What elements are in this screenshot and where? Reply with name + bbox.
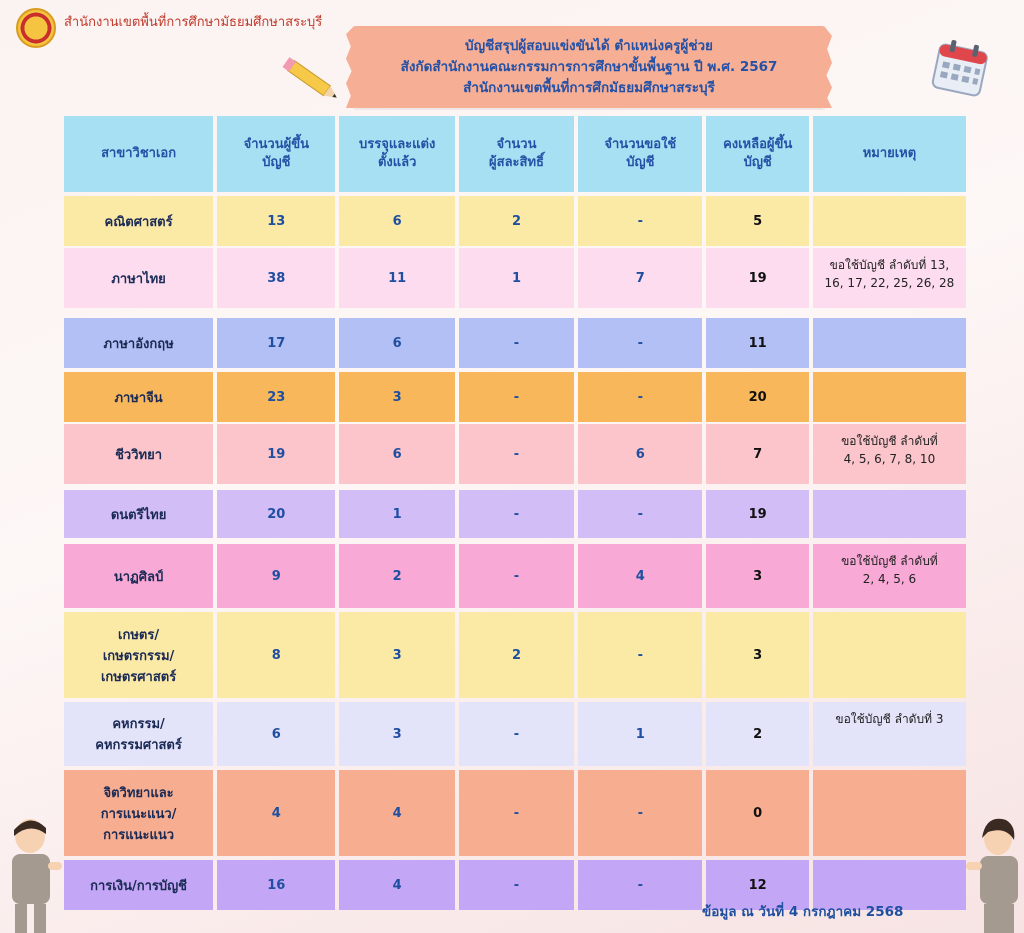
cell-listed: 23 <box>217 372 335 422</box>
cell-requested: 1 <box>578 702 702 766</box>
teacher-man-illustration <box>0 812 64 933</box>
teacher-woman-illustration <box>966 812 1024 933</box>
cell-subject: คหกรรม/ คหกรรมศาสตร์ <box>64 702 213 766</box>
table-row <box>64 248 966 308</box>
cell-appointed: 6 <box>339 318 454 368</box>
cell-note <box>813 612 966 698</box>
table-row <box>64 318 966 368</box>
cell-note <box>813 196 966 246</box>
cell-requested: - <box>578 196 702 246</box>
table-row <box>64 702 966 766</box>
cell-appointed: 3 <box>339 612 454 698</box>
cell-note <box>813 490 966 538</box>
cell-requested: - <box>578 318 702 368</box>
cell-note <box>813 770 966 856</box>
cell-requested: - <box>578 860 702 910</box>
cell-remaining: 12 <box>706 860 808 910</box>
cell-appointed: 11 <box>339 248 454 308</box>
cell-waived: - <box>459 702 574 766</box>
cell-remaining: 2 <box>706 702 808 766</box>
cell-appointed: 6 <box>339 424 454 484</box>
cell-remaining: 0 <box>706 770 808 856</box>
title-line-1: บัญชีสรุปผู้สอบแข่งขันได้ ตำแหน่งครูผู้ช่วย <box>465 37 713 54</box>
cell-waived: - <box>459 490 574 538</box>
cell-remaining: 5 <box>706 196 808 246</box>
cell-requested: 4 <box>578 544 702 608</box>
cell-subject: ภาษาไทย <box>64 248 213 308</box>
header-subject: สาขาวิชาเอก <box>64 116 213 192</box>
cell-waived: - <box>459 860 574 910</box>
table-row <box>64 372 966 422</box>
cell-waived: - <box>459 544 574 608</box>
header-listed: จำนวนผู้ขึ้น บัญชี <box>217 116 335 192</box>
table-row <box>64 612 966 698</box>
cell-subject: เกษตร/ เกษตรกรรม/ เกษตรศาสตร์ <box>64 612 213 698</box>
header-waived: จำนวน ผู้สละสิทธิ์ <box>459 116 574 192</box>
org-name: สำนักงานเขตพื้นที่การศึกษามัธยมศึกษาสระบุรี <box>64 14 323 30</box>
cell-listed: 20 <box>217 490 335 538</box>
cell-remaining: 3 <box>706 544 808 608</box>
cell-requested: - <box>578 770 702 856</box>
cell-remaining: 7 <box>706 424 808 484</box>
cell-listed: 8 <box>217 612 335 698</box>
pencil-icon <box>278 56 348 106</box>
cell-remaining: 19 <box>706 490 808 538</box>
cell-listed: 6 <box>217 702 335 766</box>
title-line-3: สำนักงานเขตพื้นที่การศึกมัธยมศึกษาสระบุรี <box>463 79 715 96</box>
cell-waived: - <box>459 372 574 422</box>
cell-remaining: 20 <box>706 372 808 422</box>
table-row <box>64 770 966 856</box>
calendar-icon <box>928 38 992 100</box>
cell-note: ขอใช้บัญชี ลำดับที่ 2, 4, 5, 6 <box>813 544 966 608</box>
title-banner <box>352 26 826 108</box>
cell-listed: 16 <box>217 860 335 910</box>
cell-waived: - <box>459 424 574 484</box>
cell-requested: 7 <box>578 248 702 308</box>
cell-listed: 4 <box>217 770 335 856</box>
cell-appointed: 3 <box>339 702 454 766</box>
cell-note <box>813 318 966 368</box>
cell-listed: 38 <box>217 248 335 308</box>
cell-subject: จิตวิทยาและ การแนะแนว/ การแนะแนว <box>64 770 213 856</box>
header-remaining: คงเหลือผู้ขึ้น บัญชี <box>706 116 808 192</box>
cell-note: ขอใช้บัญชี ลำดับที่ 13, 16, 17, 22, 25, 26, 28 <box>813 248 966 308</box>
cell-requested: - <box>578 612 702 698</box>
table-row <box>64 196 966 246</box>
cell-note <box>813 372 966 422</box>
table-row <box>64 424 966 484</box>
cell-appointed: 1 <box>339 490 454 538</box>
cell-appointed: 6 <box>339 196 454 246</box>
cell-waived: - <box>459 770 574 856</box>
table-header-row <box>64 116 966 192</box>
header-requested: จำนวนขอใช้ บัญชี <box>578 116 702 192</box>
table-row <box>64 544 966 608</box>
org-emblem-icon <box>16 8 56 48</box>
cell-remaining: 19 <box>706 248 808 308</box>
cell-requested: 6 <box>578 424 702 484</box>
cell-appointed: 4 <box>339 770 454 856</box>
cell-waived: - <box>459 318 574 368</box>
cell-remaining: 11 <box>706 318 808 368</box>
title-line-2: สังกัดสำนักงานคณะกรรมการการศึกษาขั้นพื้นฐาน ปี พ.ศ. 2567 <box>400 58 778 75</box>
cell-listed: 19 <box>217 424 335 484</box>
cell-appointed: 3 <box>339 372 454 422</box>
cell-requested: - <box>578 372 702 422</box>
cell-waived: 2 <box>459 196 574 246</box>
header-appointed: บรรจุและแต่ง ตั้งแล้ว <box>339 116 454 192</box>
cell-subject: คณิตศาสตร์ <box>64 196 213 246</box>
cell-remaining: 3 <box>706 612 808 698</box>
cell-subject: การเงิน/การบัญชี <box>64 860 213 910</box>
cell-subject: ดนตรีไทย <box>64 490 213 538</box>
cell-subject: ภาษาจีน <box>64 372 213 422</box>
cell-appointed: 2 <box>339 544 454 608</box>
cell-waived: 1 <box>459 248 574 308</box>
cell-subject: ภาษาอังกฤษ <box>64 318 213 368</box>
table-row <box>64 490 966 538</box>
cell-appointed: 4 <box>339 860 454 910</box>
cell-listed: 13 <box>217 196 335 246</box>
cell-note: ขอใช้บัญชี ลำดับที่ 4, 5, 6, 7, 8, 10 <box>813 424 966 484</box>
cell-listed: 9 <box>217 544 335 608</box>
org-header <box>16 8 322 48</box>
data-date-footer: ข้อมูล ณ วันที่ 4 กรกฎาคม 2568 <box>702 904 904 920</box>
cell-subject: นาฏศิลป์ <box>64 544 213 608</box>
cell-waived: 2 <box>459 612 574 698</box>
cell-subject: ชีววิทยา <box>64 424 213 484</box>
cell-requested: - <box>578 490 702 538</box>
header-note: หมายเหตุ <box>813 116 966 192</box>
cell-note: ขอใช้บัญชี ลำดับที่ 3 <box>813 702 966 766</box>
cell-listed: 17 <box>217 318 335 368</box>
